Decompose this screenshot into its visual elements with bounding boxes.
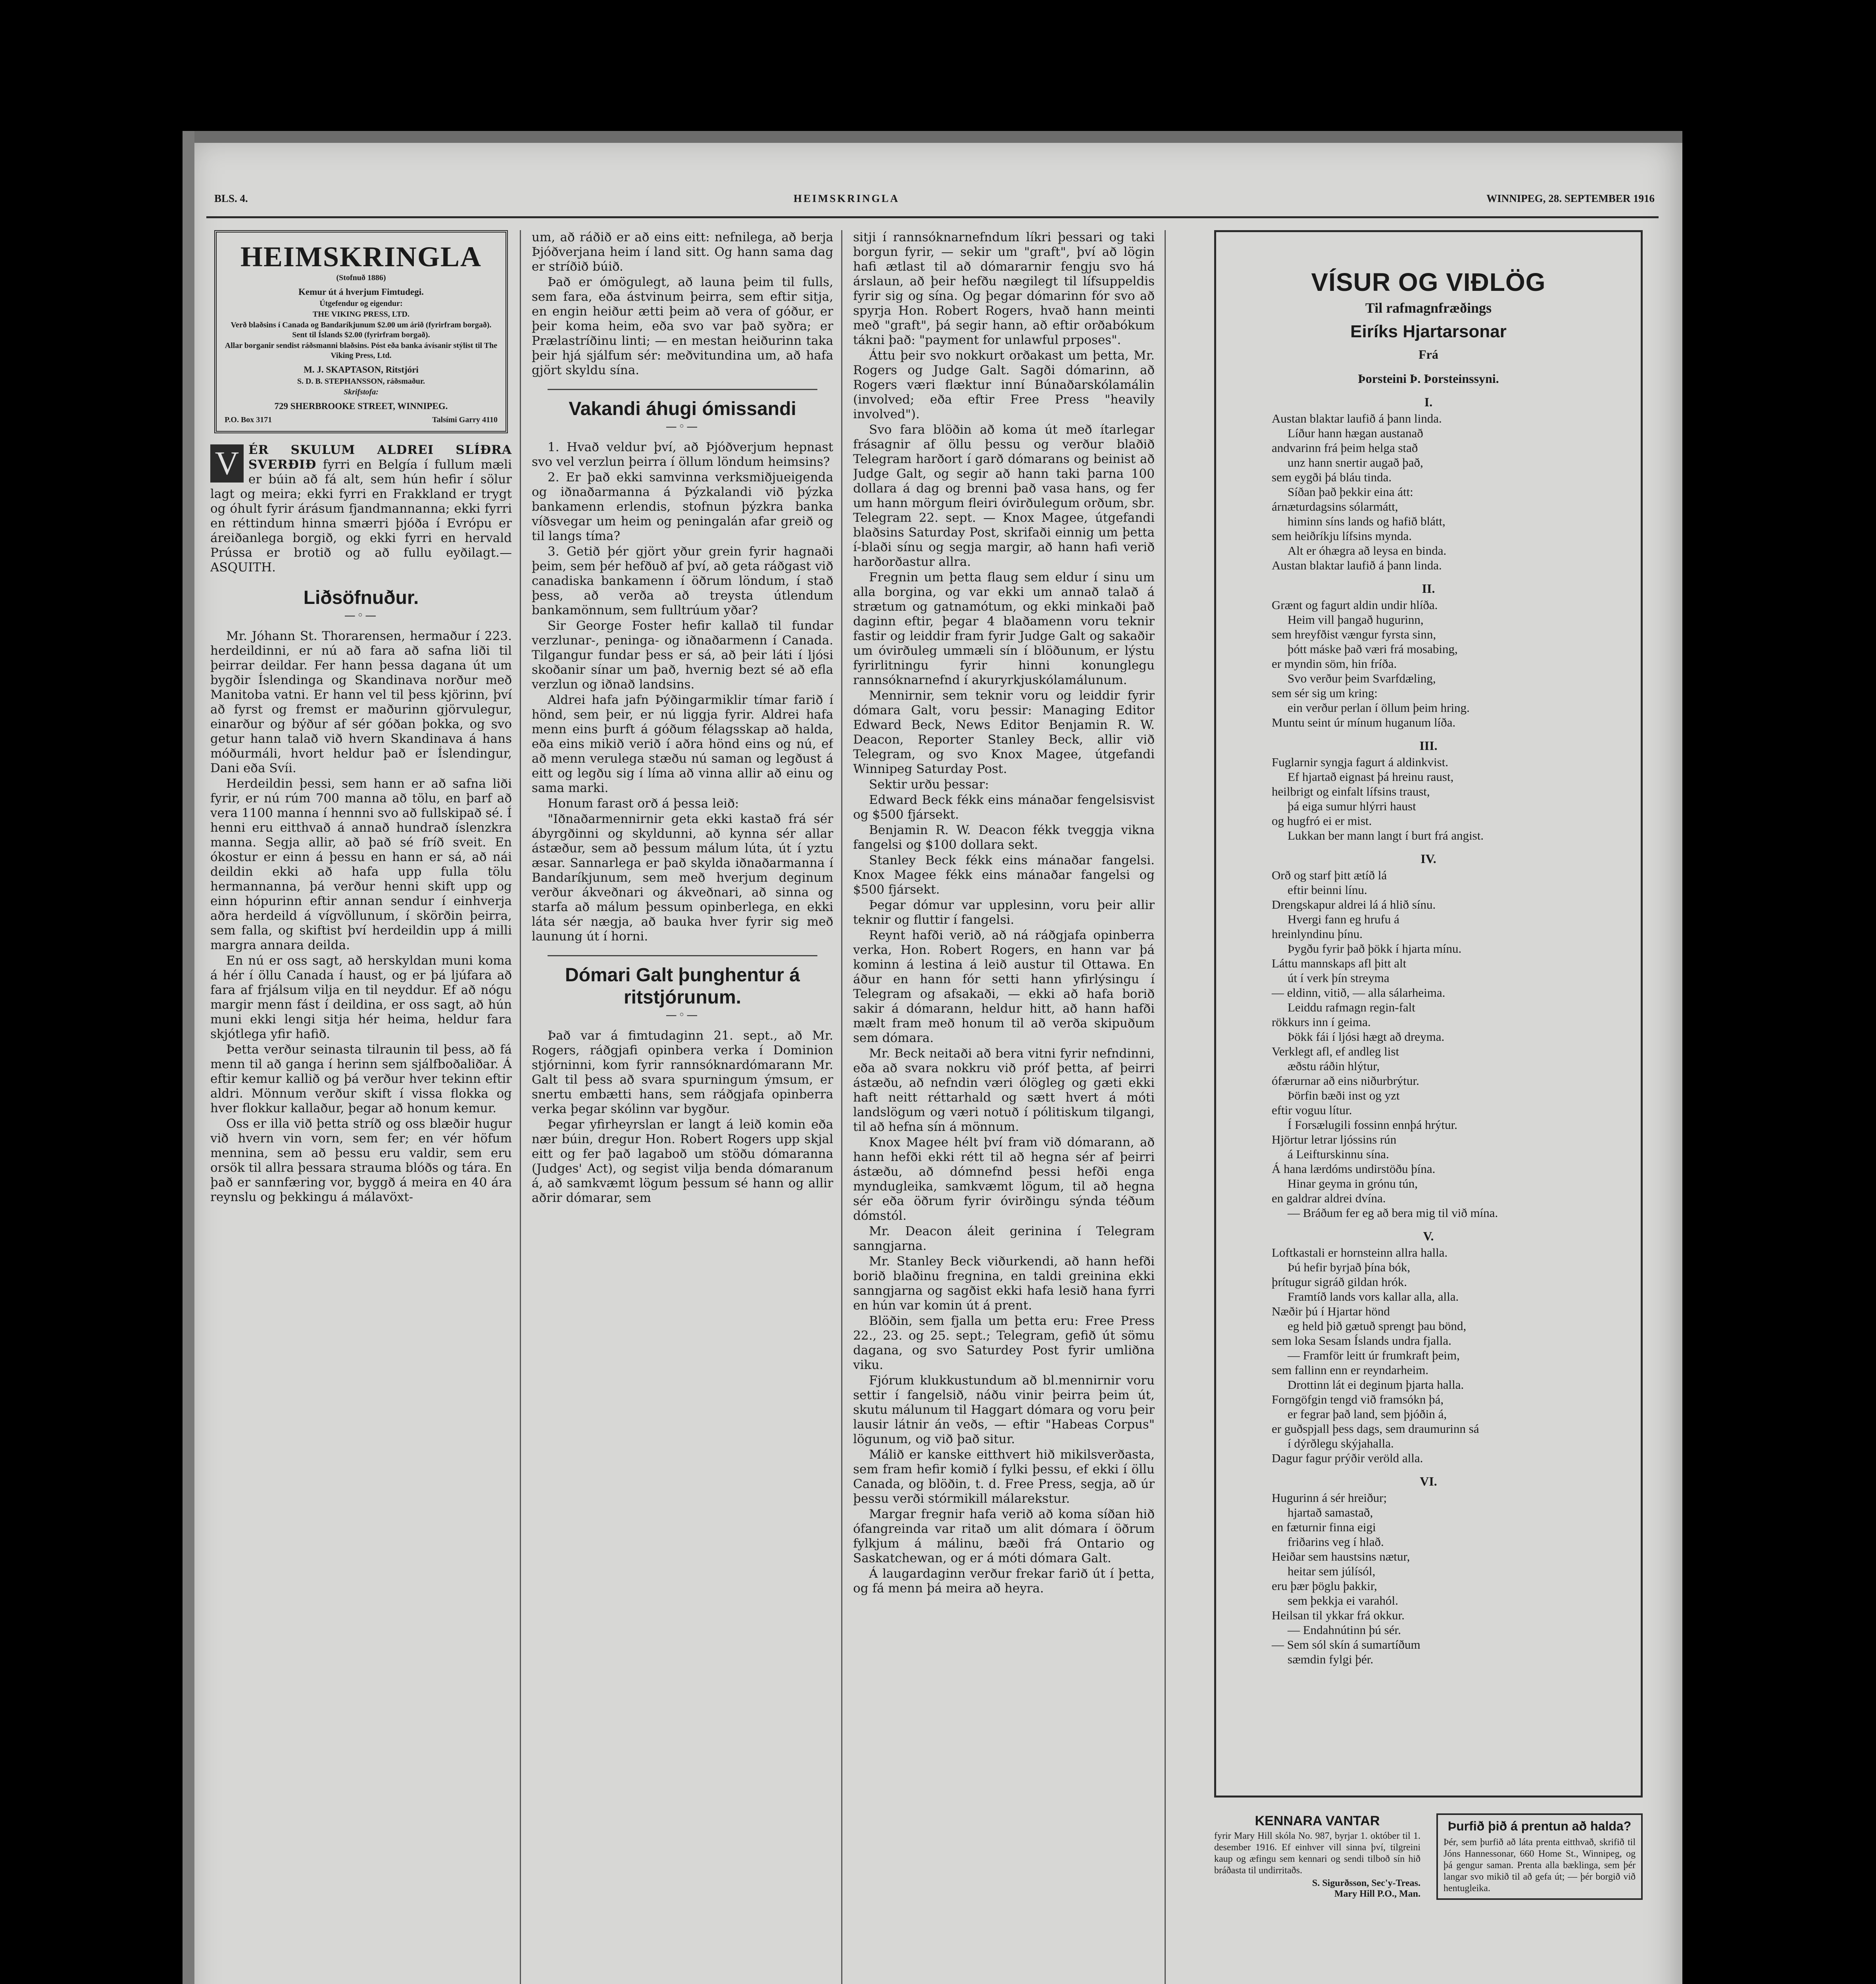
title-ornament: —◦— <box>344 609 378 622</box>
poem-line: eg held þið gætuð sprengt þau bönd, <box>1288 1319 1467 1333</box>
poem-line: og hugfró ei er mist. <box>1272 814 1372 828</box>
poem-line: Forngöfgin tengd við framsókn þá, <box>1272 1392 1444 1406</box>
poem-line: í dýrðlegu skýjahalla. <box>1288 1436 1394 1450</box>
poem-line: Austan blaktar laufið á þann linda. <box>1272 558 1442 572</box>
poem-stanza <box>1272 598 1633 730</box>
poem-line: heitar sem júlísól, <box>1288 1564 1376 1578</box>
poem-section-number: IV. <box>1420 852 1436 866</box>
poem-line: andvarinn frá þeim helga stað <box>1272 441 1418 455</box>
poem-title: VÍSUR OG VIÐLÖG <box>1311 268 1546 296</box>
paragraph: Herdeildin þessi, sem hann er að safna liði fyrir, er nú rúm 700 manna að tölu, en þarf að vera 1100 manna í hennni svo að fullskipað sé. Í henni eru eitthvað á annað hundrað íslenzkra manna. Segja allir, að það sé fríð sveit. En ókostur er einn á þessu en hann er sá, að nái deildin ekki að hafa upp fulla tölu hermannanna, þá verður henni skift upp og einn hópurinn eftir annan sendur í einhverja aðra herdeild á vígvöllunum, í skörðin þeirra, sem falla, og skiftist því herdeildin upp á milli margra annara deilda. <box>210 777 512 952</box>
paragraph: 2. Er það ekki samvinna verksmiðjueigenda og iðnaðarmanna á Þýzkalandi við þýzka bankamenn erlendis, stofnun þýzkra banka víðsvegar um heim og peningalán afar greið og til langs tíma? <box>532 470 833 543</box>
poem-line: Heim vill þangað hugurinn, <box>1288 613 1424 627</box>
poem-line: Hugurinn á sér hreiður; <box>1272 1491 1387 1505</box>
masthead-line: THE VIKING PRESS, LTD. <box>313 310 409 319</box>
poem-line: Í Forsælugili fossinn ennþá hrýtur. <box>1288 1118 1457 1132</box>
ad-title: Þurfið þið á prentun að halda? <box>1447 1819 1632 1833</box>
poem-box <box>1214 230 1643 1798</box>
paragraph: Mr. Jóhann St. Thorarensen, hermaður í 223. herdeildinni, er nú að fara að safna liði til þeirrar deildar. Fer hann þessa dagana út um bygðir Íslendinga og Skandinava norður með Manitoba vatni. Er hann vel til þess kjörinn, því að fyrst og fremst er maðurinn gjörvulegur, einarður og býður af sér góðan þokka, og svo getur hann talað við hvern Skandinava á hans móðurmáli, hvort heldur það er Íslendingur, Dani eða Svíi. <box>210 629 512 775</box>
paragraph: Stanley Beck fékk eins mánaðar fangelsi. Knox Magee fékk eins mánaðar fangelsi og $500 fjársekt. <box>853 853 1155 897</box>
paragraph: Þegar dómur var upplesinn, voru þeir allir teknir og fluttir í fangelsi. <box>853 898 1155 927</box>
poem-line: Dagur fagur prýðir veröld alla. <box>1272 1451 1423 1465</box>
asquith-quote <box>210 443 512 575</box>
paragraph: Svo fara blöðin að koma út með ítarlegar frásagnir af öllu þessu og verður blaðið Telegram harðort í garð dómarans og beinist að Judge Galt, og segir að hann taki þarna 100 dollara á dag og brenni það vasa hans, og fer um hann mörgum fleiri óvirðulegum orðum, sbr. Telegram 22. sept. — Knox Magee, útgefandi blaðsins Saturday Post, skrifaði einnig um þetta í-blaði sínu og segja margir, að hann hafi verið harðorðastur allra. <box>853 423 1155 569</box>
poem-stanza <box>1272 411 1633 573</box>
poem-line: árnæturdagsins sólarmátt, <box>1272 500 1398 513</box>
poem-line: Austan blaktar laufið á þann linda. <box>1272 411 1442 425</box>
poem-line: sem loka Sesam Íslands undra fjalla. <box>1272 1334 1451 1348</box>
header-masthead: HEIMSKRINGLA <box>794 192 900 204</box>
paragraph: Sir George Foster hefir kallað til fundar verzlunar-, peninga- og iðnaðarmenn í Canada. Tilgangur fundar þess er sá, að þeir láti í ljósi skoðanir sínar um það, hvernig bezt sé að efla verzlun og iðnað landsins. <box>532 619 833 692</box>
masthead-street: 729 SHERBROOKE STREET, WINNIPEG. <box>274 401 448 411</box>
poem-line: sem þekkja ei varahól. <box>1288 1594 1398 1607</box>
quote-lead: ÉR SKULUM ALDREI SLÍÐRA SVERÐIÐ <box>248 443 512 472</box>
poem-stanza <box>1272 868 1633 1220</box>
poem-stanza <box>1272 1490 1633 1667</box>
masthead-line: Útgefendur og eigendur: <box>319 299 403 308</box>
paragraph: Þegar yfirheyrslan er langt á leið komin eða nær búin, dregur Hon. Robert Rogers upp skjal eitt og fer það lagaboð um stöðu dómaranna (Judges' Act), og segist vilja benda dómaranum á, að samkvæmt lögum þessum sé hann og allir aðrir dómarar, sem <box>532 1117 833 1205</box>
poem-line: — Sem sól skín á sumartíðum <box>1272 1638 1420 1651</box>
poem-line: hjartað samastað, <box>1288 1505 1373 1519</box>
poem-section-number: VI. <box>1420 1474 1437 1488</box>
poem-line: Á hana lærdóms undirstöðu þína. <box>1272 1162 1436 1176</box>
masthead-line: Allar borganir sendist ráðsmanni blaðsins. Póst eða banka ávísanir stýlist til The Viking Press, Ltd. <box>225 341 498 360</box>
paragraph: Edward Beck fékk eins mánaðar fengelsisvist og $500 fjársekt. <box>853 793 1155 822</box>
poem-line: sem hreyfðist vængur fyrsta sinn, <box>1272 627 1436 641</box>
paragraph: Oss er illa við þetta stríð og oss blæðir hugur við hvern vin vorn, sem fer; en vér höfum mennina, sem að þessu eru valdir, sem eru orsök til allra þessara strauma blóðs og tára. En það er sannfæring vor, byggð á meira en 40 ára reynslu og þekkingu á málavöxt- <box>210 1117 512 1204</box>
poem-line: — Bráðum fer eg að bera mig til við mína. <box>1288 1206 1498 1220</box>
separator <box>548 955 817 956</box>
poem-line: er myndin söm, hin fríða. <box>1272 657 1397 671</box>
ad-title: KENNARA VANTAR <box>1255 1813 1380 1828</box>
poem-line: Lukkan ber mann langt í burt frá angist. <box>1288 829 1484 842</box>
poem-line: á Leifturskinnu sína. <box>1288 1147 1389 1161</box>
poem-line: Þú hefir byrjað þína bók, <box>1288 1260 1411 1274</box>
poem-line: er fegrar það land, sem þjóðin á, <box>1288 1407 1447 1421</box>
paragraph: Benjamin R. W. Deacon fékk tveggja vikna fangelsi og $100 dollara sekt. <box>853 823 1155 852</box>
header-date: WINNIPEG, 28. SEPTEMBER 1916 <box>1486 192 1655 204</box>
masthead-contact <box>225 415 498 425</box>
paragraph: Mr. Beck neitaði að bera vitni fyrir nefndinni, eða að svara nokkru við próf þetta, af þeirri ástæðu, að nefndin væri ólögleg og gæti ekki haft neitt réttarhald og sætt hvert á móti landslögum og væri notuð í pólitiskum tilgangi, til að hefna sín á mönnum. <box>853 1046 1155 1134</box>
paragraph: Það er ómögulegt, að launa þeim til fulls, sem fara, eða ástvinum þeirra, sem eftir sitja, en engin heiður ætti þeim að vera of góður, er þeir koma heim, eða svo var það syðra; er Prælastríðinu linti; — en mestan heiðurinn taka þeir hjá sjálfum sér: meðvitundina um, að hafa gjört skyldu sína. <box>532 275 833 377</box>
masthead-title: HEIMSKRINGLA <box>240 241 482 273</box>
paragraph: Aldrei hafa jafn Þýðingarmiklir tímar farið í hönd, sem þeir, er nú liggja fyrir. Aldrei hafa menn eins þurft á góðum félagsskap að halda, eða eins mikið verið í aðra hönd eins og nú, ef að menn verulega stæðu nú saman og legðust á eitt og legðu sig í líma að vinna allir að einu og sama marki. <box>532 693 833 795</box>
poem-line: eftir beinni línu. <box>1288 883 1367 897</box>
poem-line: sem fallinn enn er reyndarheim. <box>1272 1363 1429 1377</box>
poem-line: rökkurs inn í geima. <box>1272 1015 1371 1029</box>
poem-line: himinn síns lands og hafið blátt, <box>1288 514 1445 528</box>
column-1 <box>210 230 512 1984</box>
poem-dedicatee: Eiríks Hjartarsonar <box>1350 322 1507 341</box>
column-3 <box>853 230 1155 1984</box>
poem-line: sem eygði þá bláu tinda. <box>1272 470 1392 484</box>
poem-line: Hvergi fann eg hrufu á <box>1288 912 1399 926</box>
poem-line: Loftkastali er hornsteinn allra halla. <box>1272 1246 1448 1259</box>
poem-line: ófærurnar að eins niðurbrýtur. <box>1272 1074 1419 1088</box>
poem-line: Hinar geyma in grónu tún, <box>1288 1177 1418 1190</box>
paragraph: Málið er kanske eitthvert hið mikilsverðasta, sem fram hefir komið í fylki þessu, ef ekki í öllu Canada, og blöðin, t. d. Free Press, segja, að úr þessu verði stórmikill málarekstur. <box>853 1448 1155 1506</box>
article-title: Dómari Galt þunghentur á ritstjórunum. <box>565 965 800 1008</box>
poem-stanza <box>1272 755 1633 843</box>
poem-author: Þorsteini Þ. Þorsteinssyni. <box>1358 371 1499 386</box>
teacher-wanted-ad <box>1214 1813 1420 1899</box>
paragraph: Mr. Stanley Beck viðurkendi, að hann hefði borið blaðinu fregnina, en taldi greinina ekki sanngjarna og sagðist ekki hafa lesið hana fyrri en hún var komin út á prent. <box>853 1254 1155 1313</box>
poem-line: þá eiga sumur hlýrri haust <box>1288 799 1416 813</box>
poem-line: eru þær þöglu þakkir, <box>1272 1579 1377 1593</box>
ad-text: fyrir Mary Hill skóla No. 987, byrjar 1. október til 1. desember 1916. Ef einhver vill sinna því, tilgreini kaup og æfingu sem kennari og sendi tilboð sín hið bráðasta til undirritaðs. <box>1214 1831 1420 1876</box>
column-2 <box>532 230 833 1984</box>
poem-line: þrítugur sigráð gildan hrók. <box>1272 1275 1407 1289</box>
poem-line: Líður hann hægan austanað <box>1288 426 1423 440</box>
paragraph: 3. Getið þér gjört yður grein fyrir hagnaði þeim, sem þér hefðuð af því, að geta ráðgast við canadiska bankamenn í öðrum löndum, í stað þess, að verða að treysta útlendum bankamönnum, sem fulltrúum yðar? <box>532 544 833 617</box>
poem-line: sæmdin fylgi þér. <box>1288 1652 1374 1666</box>
poem-line: friðarins veg í hlað. <box>1288 1535 1384 1549</box>
masthead-manager: S. D. B. STEPHANSSON, ráðsmaður. <box>297 377 425 386</box>
poem-line: Verklegt afl, ef andleg list <box>1272 1044 1399 1058</box>
paragraph: Blöðin, sem fjalla um þetta eru: Free Press 22., 23. og 25. sept.; Telegram, gefið út sömu dagana, og svo Saturdey Post fyrir umliðna viku. <box>853 1314 1155 1372</box>
poem-section-number: I. <box>1424 395 1433 409</box>
paragraph: Mr. Deacon áleit gerinina í Telegram sanngjarna. <box>853 1224 1155 1253</box>
column-divider <box>841 230 842 1984</box>
poem-line: en fæturnir finna eigi <box>1272 1520 1376 1534</box>
poem-line: en galdrar aldrei dvína. <box>1272 1191 1386 1205</box>
poem-line: heilbrigt og einfalt lífsins traust, <box>1272 784 1430 798</box>
paragraph: Mennirnir, sem teknir voru og leiddir fyrir dómara Galt, voru þessir: Managing Editor Edward Beck, News Editor Benjamin R. W. Deacon, Reporter Stanley Beck, allir við Telegram, og svo Knox Magee, útgefandi Winnipeg Saturday Post. <box>853 688 1155 776</box>
poem-sections <box>1224 395 1633 1667</box>
scan-shadow-top <box>183 131 1682 143</box>
scan-shadow-left <box>183 131 194 1984</box>
separator <box>548 389 817 390</box>
poem-line: Drengskapur aldrei lá á hlið sínu. <box>1272 898 1436 911</box>
masthead-office-label: Skrifstofa: <box>344 388 379 396</box>
poem-line: sem heiðríkju lífsins mynda. <box>1272 529 1412 543</box>
poem-section-number: II. <box>1422 581 1435 596</box>
poem-from: Frá <box>1419 347 1438 361</box>
poem-section-number: V. <box>1423 1229 1434 1243</box>
masthead-founded: (Stofnuð 1886) <box>336 273 386 282</box>
poem-line: Þygðu fyrir það þökk í hjarta mínu. <box>1288 942 1462 955</box>
paragraph: Reynt hafði verið, að ná ráðgjafa opinberra verka, Hon. Robert Rogers, en hann var þá kominn á lestina á leið austur til Ottawa. En áður en hann fór setti hann yfirlýsingu í Telegram og afsakaði, — ekki að hafa borið sakir á dómarann, heldur hitt, að hann hafði mælt fram með honum til að verða skipuðum sem dómara. <box>853 928 1155 1045</box>
poem-line: Leiddu rafmagn regin-falt <box>1288 1000 1415 1014</box>
poem-line: út í verk þín streyma <box>1288 971 1390 985</box>
masthead-phone: Talsími Garry 4110 <box>432 415 498 424</box>
column-divider <box>520 230 521 1984</box>
poem-line: — Framför leitt úr frumkraft þeim, <box>1288 1348 1460 1362</box>
poem-line: Framtíð lands vors kallar alla, alla. <box>1288 1290 1459 1303</box>
poem-line: Láttu mannskaps afl þitt alt <box>1272 956 1407 970</box>
paragraph: Áttu þeir svo nokkurt orðakast um þetta, Mr. Rogers og Judge Galt. Sagði dómarinn, að Rogers væri flæktur inní Búnaðarskólamálin (involved; eða eftir Free Press "heavily involved"). <box>853 348 1155 421</box>
paragraph: "Iðnaðarmennirnir geta ekki kastað frá sér ábyrgðinni og skyldunni, að kynna sér allar ástæður, sem að þessum málum lúta, út í yztu æsar. Sannarlega er það skylda iðnaðarmanna í Bandaríkjunum, sem með hverjum deginum verður ákveðnari og ákveðnari, að sinna og starfa að málum þessum opinberlega, en ekki láta sér nægja, að bauka hver fyrir sig með launung út í horni. <box>532 812 833 944</box>
poem-subtitle: Til rafmagnfræðings <box>1365 300 1492 316</box>
paragraph: Það var á fimtudaginn 21. sept., að Mr. Rogers, ráðgjafi opinbera verka í Dominion stjórninni, kom fyrir rannsóknardómarann Mr. Galt til þess að svara spurningum ýmsum, er snertu embætti hans, sem ráðgjafa opinberra verka þegar skólinn var bygður. <box>532 1029 833 1116</box>
masthead-editor: M. J. SKAPTASON, Ritstjóri <box>304 365 419 375</box>
poem-line: Síðan það þekkir eina átt: <box>1288 485 1413 499</box>
paragraph: 1. Hvað veldur því, að Þjóðverjum hepnast svo vel verzlun þeirra í öllum löndum heimsins? <box>532 440 833 469</box>
poem-line: eftir voguu lítur. <box>1272 1103 1352 1117</box>
newspaper-page <box>183 131 1682 1984</box>
quote-text: fyrri en Belgía í fullum mæli er búin að fá alt, sem hún hefir í sölur lagt og meira; ekki fyrri en Frakkland er trygt og óhult fyrir árásum fjandmannanna; ekki fyrri en réttindum hinna smærri þjóða í Evrópu er áreiðanlega borgið, og ekki fyrri en hervald Prússa er brotið og að fullu eyðilagt.—ASQUITH. <box>210 458 512 575</box>
page-number: BLS. 4. <box>214 192 248 204</box>
poem-line: Drottinn lát ei deginum þjarta halla. <box>1288 1378 1464 1392</box>
poem-section-number: III. <box>1419 738 1438 753</box>
paragraph: Fjórum klukkustundum að bl.mennirnir voru settir í fangelsið, náðu vinir þeirra þeim út, skutu málunum til Haggart dómara og voru þeir lausir látnir án veðs, — eftir "Habeas Corpus" lögunum, og við það situr. <box>853 1373 1155 1446</box>
poem-line: sem sér sig um kring: <box>1272 686 1378 700</box>
poem-line: hreinlyndinu þínu. <box>1272 927 1363 941</box>
poem-line: Þörfin bæði inst og yzt <box>1288 1088 1400 1102</box>
paragraph: Margar fregnir hafa verið að koma síðan hið ófangreinda var ritað um alit dómara í öðrum fylkjum á málinu, bæði frá Ontario og Saskatchewan, og er á móti dómara Galt. <box>853 1507 1155 1565</box>
printing-ad <box>1436 1813 1643 1900</box>
poem-line: — eldinn, vitið, — alla sálarheima. <box>1272 986 1445 1000</box>
ad-signature: Mary Hill P.O., Man. <box>1334 1889 1420 1899</box>
masthead-box <box>214 230 508 433</box>
poem-line: Fuglarnir syngja fagurt á aldinkvist. <box>1272 755 1449 769</box>
masthead-line: Kemur út á hverjum Fimtudegi. <box>298 287 424 297</box>
masthead-line: Verð blaðsins í Canada og Bandaríkjunum $2.00 um árið (fyrirfram borgað). Sent til Íslands $2.00 (fyrirfram borgað). <box>231 321 492 339</box>
poem-line: Heiðar sem haustsins nætur, <box>1272 1550 1410 1563</box>
paragraph: Honum farast orð á þessa leið: <box>548 796 739 811</box>
poem-line: er guðspjall þess dags, sem draumurinn sá <box>1272 1422 1479 1436</box>
drop-cap: V <box>210 444 244 483</box>
article-title: Liðsöfnuður. <box>303 587 419 608</box>
poem-line: Grænt og fagurt aldin undir hlíða. <box>1272 598 1438 612</box>
poem-line: Svo verður þeim Svarfdæling, <box>1288 671 1436 685</box>
column-divider <box>1165 230 1166 1984</box>
paragraph: Fregnin um þetta flaug sem eldur í sinu um alla borgina, og var ekki um annað talað á strætum og gatnamótum, og ekki minkaði það daginn eftir, þegar 4 blaðamenn voru teknir fastir og leiddir fram fyrir Judge Galt og sakaðir um óvirðuleg ummæli sín í blöðunum, er lýstu fyrirlitningu fyrir hinni konunglegu rannsóknarnefnd í akuryrkjuskólamálunum. <box>853 570 1155 687</box>
poem-stanza <box>1272 1245 1633 1465</box>
paragraph: Á laugardaginn verður frekar farið út í þetta, og fá menn þá meira að heyra. <box>853 1567 1155 1596</box>
title-ornament: —◦— <box>665 1008 700 1021</box>
paragraph: sitji í rannsóknarnefndum líkri þessari og taki borgun fyrir, — sekir um "graft", því að lögin hafi ætlast til að dómararnir fengju svo há árslaun, að þeir hefðu nægilegt til lífsuppeldis fyrir sig og sína. Og þegar dómarinn fór svo að spyrja Hon. Robert Rogers, hvað hann meinti með "graft", þá segir hann, að eftir orðabókum tákni það: "payment for unlawful prposes". <box>853 230 1155 347</box>
header-rule <box>206 216 1659 218</box>
poem-line: Alt er óhægra að leysa en binda. <box>1288 544 1447 558</box>
poem-line: Næðir þú í Hjartar hönd <box>1272 1304 1390 1318</box>
poem-line: þótt máske það væri frá mosabing, <box>1288 642 1458 656</box>
masthead-pobox: P.O. Box 3171 <box>225 415 272 424</box>
page-header <box>206 192 1659 208</box>
ad-signature: S. Sigurðsson, Sec'y-Treas. <box>1312 1878 1420 1888</box>
poem-line: — Endahnútinn þú sér. <box>1288 1623 1401 1637</box>
paragraph: Þetta verður seinasta tilraunin til þess, að fá menn til að ganga í herinn sem sjálfboðaliðar. Á eftir kemur kallið og þá verður hver tekinn eftir aldri. Mönnum verður skift í vissa flokka og hver flokkur kallaður, þegar að honum kemur. <box>210 1042 512 1115</box>
poem-line: Heilsan til ykkar frá okkur. <box>1272 1608 1405 1622</box>
poem-line: ein verður perlan í öllum þeim hring. <box>1288 701 1470 715</box>
poem-line: Muntu seint úr mínum huganum líða. <box>1272 715 1456 729</box>
ad-text: Þér, sem þurfið að láta prenta eitthvað, skrifið til Jóns Hannessonar, 660 Home St., Winnipeg, og þá gengur saman. Prenta alla bæklinga, sem þér langar svo mikið til að gefa út; — þér borgið við hentugleika. <box>1444 1837 1636 1894</box>
paragraph: um, að ráðið er að eins eitt: nefnilega, að berja Þjóðverjana heim í land sitt. Og hann sama dag er stríðið búið. <box>532 230 833 274</box>
title-ornament: —◦— <box>665 420 700 433</box>
poem-line: Orð og starf þitt ætíð lá <box>1272 868 1387 882</box>
paragraph: Knox Magee hélt því fram við dómarann, að hann hefði ekki rétt til að hegna sér af þeirri ástæðu, að dómnefnd þessi hefði enga myndugleika, samkvæmt lögum, til að hegna sér eða öðrum fyrir óvirðingu sýnda téðum dómstól. <box>853 1135 1155 1223</box>
poem-line: Þökk fái í ljósi hægt að dreyma. <box>1288 1030 1445 1044</box>
poem-line: æðstu ráðin hlýtur, <box>1288 1059 1380 1073</box>
poem-line: unz hann snertir augað það, <box>1288 456 1423 469</box>
article-title: Vakandi áhugi ómissandi <box>569 398 796 419</box>
poem-line: Hjörtur letrar ljóssins rún <box>1272 1132 1397 1146</box>
paragraph: En nú er oss sagt, að herskyldan muni koma á hér í öllu Canada í haust, og er þá ljúfara að fara af frjálsum vilja en til neyddur. Ef að nógu margir menn fást í deildina, er oss sagt, að hún muni ekki lengi sitja hér heima, heldur fara skjótlega yfir hafið. <box>210 954 512 1041</box>
paragraph: Sektir urðu þessar: <box>869 777 989 792</box>
poem-line: Ef hjartað eignast þá hreinu raust, <box>1288 770 1454 784</box>
